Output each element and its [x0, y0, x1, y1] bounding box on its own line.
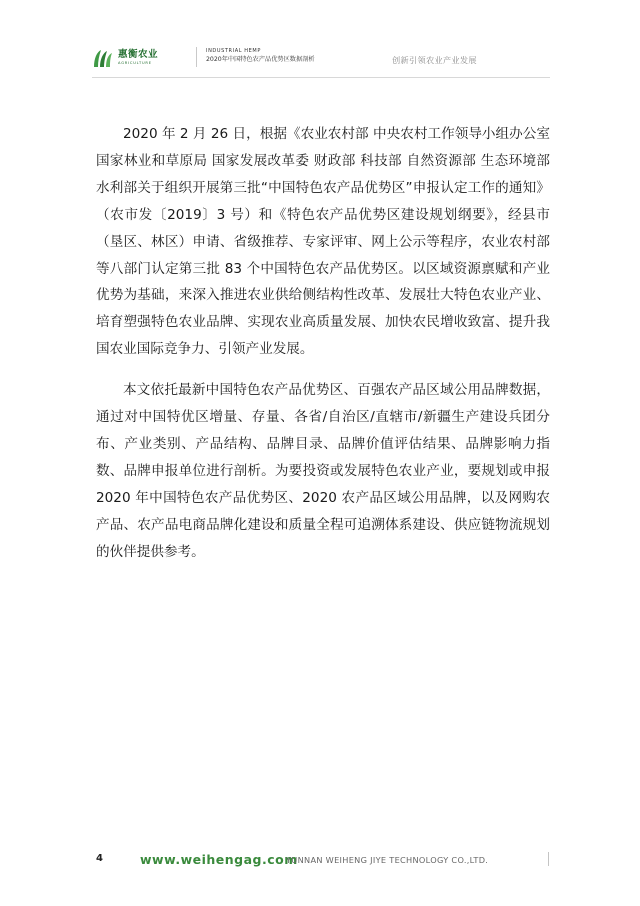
report-title: 2020年中国特色农产品优势区数据剖析: [206, 56, 315, 63]
company-name: YUNNAN WEIHENG JIYE TECHNOLOGY CO.,LTD.: [286, 855, 489, 865]
logo-name-cn: 惠衡农业: [118, 49, 159, 61]
company-logo: [92, 46, 158, 70]
report-subject: INDUSTRIAL HEMP: [206, 48, 261, 54]
page-number: 4: [96, 853, 103, 864]
page-footer: [0, 840, 640, 880]
document-body: [96, 121, 550, 580]
header-rule: [92, 77, 550, 78]
footer-divider: [548, 852, 549, 866]
logo-name-en: AGRICULTURE: [118, 60, 152, 65]
body-paragraph: 2020 年 2 月 26 日，根据《农业农村部 中央农村工作领导小组办公室 国家林业和草原局 国家发展改革委 财政部 科技部 自然资源部 生态环境部 水利部关于组织开展第三批“中国特色农产品优势区”申报认定工作的通知》（农市发〔2019〕3 号）和《特色农产品优势区建设规划纲要》，经县市（垦区、林区）申请、省级推荐、专家评审、网上公示等程序，农业农村部等八部门认定第三批 83 个中国特色农产品优势区。以区域资源禀赋和产业优势为基础，来深入推进农业供给侧结构性改革、发展壮大特色农业产业、培育塑强特色农业品牌、实现农业高质量发展、加快农民增收致富、提升我国农业国际竞争力、引领产业发展。: [96, 126, 550, 358]
body-paragraph: 本文依托最新中国特色农产品优势区、百强农产品区域公用品牌数据，通过对中国特优区增量、存量、各省/自治区/直辖市/新疆生产建设兵团分布、产业类别、产品结构、品牌目录、品牌价值评估结果、品牌影响力指数、品牌申报单位进行剖析。为要投资或发展特色农业产业，要规划或申报 2020 年中国特色农产品优势区、2020 农产品区域公用品牌，以及网购农产品、农产品电商品牌化建设和质量全程可追溯体系建设、供应链物流规划的伙伴提供参考。: [96, 382, 550, 560]
website-link[interactable]: www.weihengag.com: [140, 852, 298, 867]
header-divider: [196, 47, 197, 67]
page-header: [0, 0, 640, 80]
leaf-logo-icon: [92, 48, 114, 68]
report-meta: [206, 49, 315, 63]
header-slogan: 创新引领农业产业发展: [392, 55, 477, 65]
